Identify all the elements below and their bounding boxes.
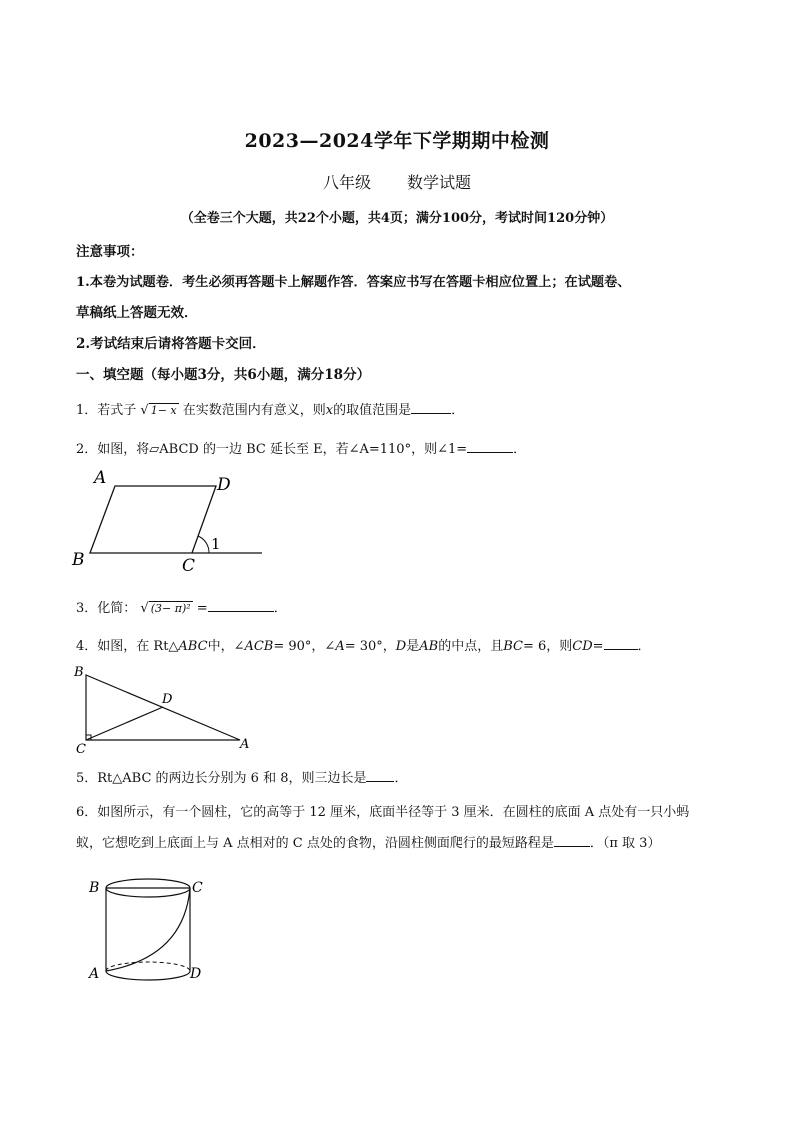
note-item-2: 2.考试结束后请将答题卡交回．: [76, 336, 266, 352]
question-2: 2．如图，将▱ABCD 的一边 BC 延长至 E，若∠A=110°，则∠1= ．: [76, 442, 527, 457]
angle-label-1: 1: [211, 535, 221, 553]
vertex-label-b: B: [72, 550, 85, 570]
question-6-line-1: 6．如图所示，有一个圆柱，它的高等于 12 厘米，底面半径等于 3 厘米．在圆柱的底面 A 点处有一只小蚂: [76, 805, 690, 820]
notes-heading: 注意事项：: [76, 244, 144, 260]
question-6-line-2: 蚁，它想吃到上底面上与 A 点相对的 C 点处的食物，沿圆柱侧面爬行的最短路程是 ．（π 取 3）: [76, 836, 661, 851]
vertex-label-b: B: [74, 665, 84, 680]
vertex-label-c: C: [76, 742, 86, 757]
vertex-label-a: A: [240, 737, 250, 752]
triangle-figure: [72, 660, 272, 760]
parallelogram-figure: [70, 468, 270, 576]
sqrt-expression: √ 1− x: [140, 403, 177, 418]
question-1: 1．若式子 √ 1− x 在实数范围内有意义，则x的取值范围是 ．: [76, 403, 465, 418]
vertex-label-a: A: [89, 966, 100, 982]
answer-blank-2[interactable]: [467, 440, 513, 453]
exam-title: 2023—2024学年下学期期中检测: [244, 130, 550, 152]
note-item-1-line-2: 草稿纸上答题无效．: [76, 305, 198, 321]
vertex-label-d: D: [217, 475, 231, 495]
cylinder-figure: [86, 872, 226, 992]
grade-label: 八年级: [322, 173, 371, 192]
vertex-label-c: C: [192, 880, 203, 896]
subject-label: 数学试题: [407, 173, 472, 192]
vertex-label-d: D: [190, 966, 202, 982]
answer-blank-5[interactable]: [366, 769, 394, 782]
answer-blank-1[interactable]: [411, 401, 451, 414]
answer-blank-6[interactable]: [554, 834, 590, 847]
vertex-label-d: D: [162, 692, 173, 707]
vertex-label-a: A: [94, 468, 107, 488]
exam-info: （全卷三个大题，共22个小题，共4页；满分100分，考试时间120分钟）: [180, 211, 614, 226]
section-1-heading: 一、填空题（每小题3分，共6小题，满分18分）: [76, 367, 371, 383]
sqrt-expression-pi: √ (3− π)²: [140, 601, 191, 616]
question-4: 4．如图，在 Rt△ABC中，∠ACB= 90°，∠A= 30°，D是AB的中点，且BC= 6，则CD= ．: [76, 639, 651, 654]
answer-blank-3[interactable]: [208, 599, 274, 612]
question-5: 5．Rt△ABC 的两边长分别为 6 和 8，则三边长是 ．: [76, 771, 408, 786]
exam-subtitle: [0, 170, 794, 193]
vertex-label-b: B: [89, 880, 100, 896]
question-3: 3．化简： √ (3− π)² = ．: [76, 601, 287, 616]
vertex-label-c: C: [182, 556, 196, 576]
answer-blank-4[interactable]: [604, 637, 638, 650]
note-item-1-line-1: 1.本卷为试题卷．考生必须再答题卡上解题作答．答案应书写在答题卡相应位置上；在试题卷、: [76, 275, 631, 290]
